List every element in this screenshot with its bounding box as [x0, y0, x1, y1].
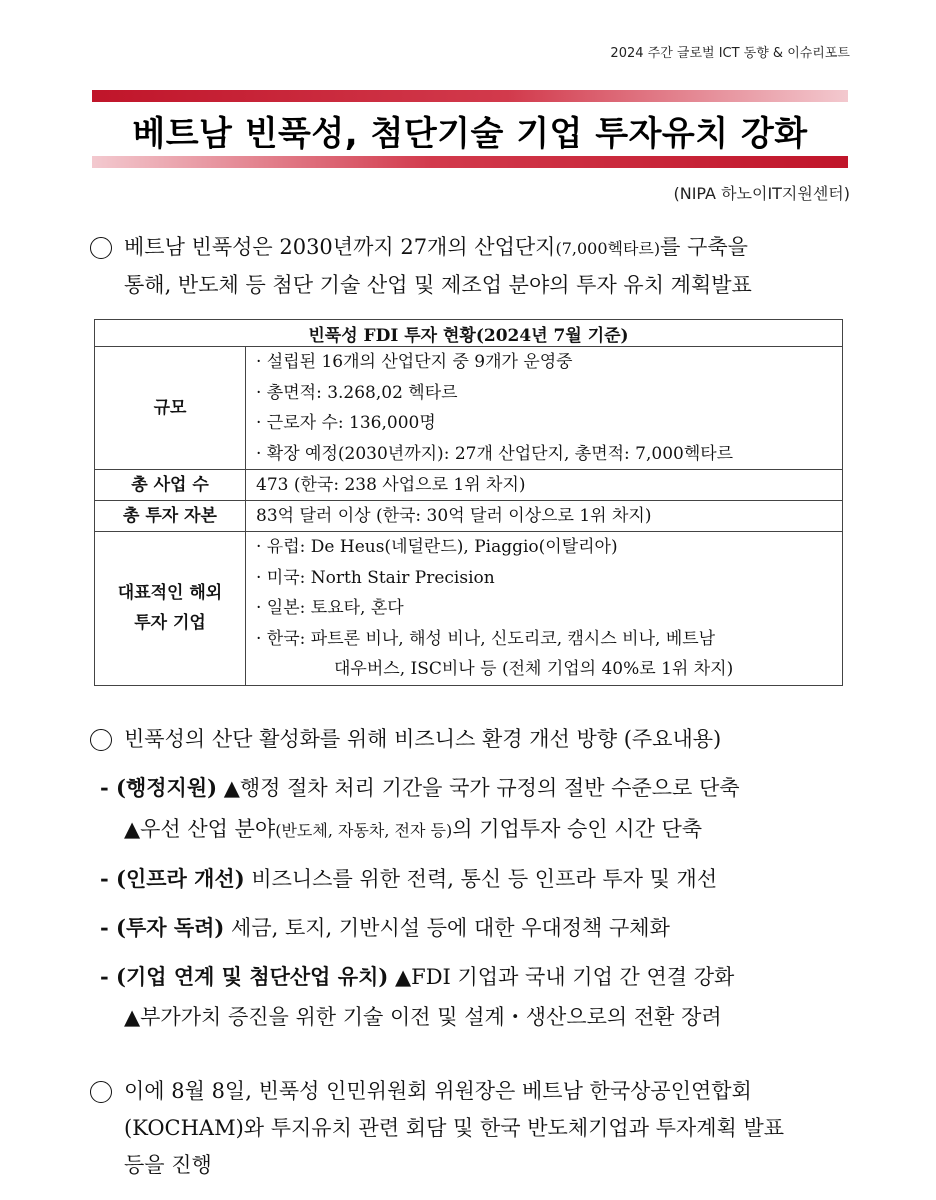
bullet-admin-support-cont: ▲우선 산업 분야(반도체, 자동차, 전자 등)의 기업투자 승인 시간 단축 — [124, 817, 703, 841]
source-note: (NIPA 하노이IT지원센터) — [673, 184, 850, 203]
section3-line-3: 등을 진행 — [124, 1153, 212, 1177]
page-title: 베트남 빈푹성, 첨단기술 기업 투자유치 강화 — [132, 114, 808, 154]
list-item: · 설립된 16개의 산업단지 중 9개가 운영중 — [256, 352, 573, 372]
intro-paragraph — [90, 229, 850, 304]
bullet-investment-incentive: - (투자 독려) 세금, 토지, 기반시설 등에 대한 우대정책 구체화 — [100, 915, 670, 940]
bullet-business-linkage: - (기업 연계 및 첨단산업 유치) ▲FDI 기업과 국내 기업 간 연결 강화 — [100, 964, 735, 989]
section2-heading: 빈푹성의 산단 활성화를 위해 비즈니스 환경 개선 방향 (주요내용) — [90, 721, 850, 758]
title-top-bar — [92, 90, 848, 102]
report-header: 2024 주간 글로벌 ICT 동향 & 이슈리포트 — [610, 46, 850, 61]
list-item: · 미국: North Stair Precision — [256, 567, 495, 588]
table-title: 빈푹성 FDI 투자 현황(2024년 7월 기준) — [95, 320, 843, 347]
capital-label: 총 투자 자본 — [95, 501, 246, 532]
list-item: · 확장 예정(2030년까지): 27개 산업단지, 총면적: 7,000헥타르 — [256, 443, 734, 464]
list-item: · 근로자 수: 136,000명 — [256, 413, 436, 433]
bullet-admin-support: - (행정지원) ▲행정 절차 처리 기간을 국가 규정의 절반 수준으로 단축 — [100, 775, 740, 800]
scale-label: 규모 — [95, 347, 246, 470]
projects-value: 473 (한국: 238 사업으로 1위 차지) — [246, 470, 843, 501]
projects-label: 총 사업 수 — [95, 470, 246, 501]
table-row-investors — [95, 532, 843, 686]
bullet-business-linkage-cont: ▲부가가치 증진을 위한 기술 이전 및 설계・생산으로의 전환 장려 — [124, 1005, 722, 1029]
scale-values — [246, 347, 843, 470]
intro-line-2: 통해, 반도체 등 첨단 기술 산업 및 제조업 분야의 투자 유치 계획발표 — [124, 273, 752, 297]
intro-line-1: 베트남 빈푹성은 2030년까지 27개의 산업단지(7,000헥타르)를 구축을 — [124, 235, 748, 259]
list-item: · 한국: 파트론 비나, 해성 비나, 신도리코, 캠시스 비나, 베트남 — [256, 628, 716, 649]
table-row-scale — [95, 347, 843, 470]
circle-bullet-icon — [90, 729, 112, 751]
list-item: · 일본: 토요타, 혼다 — [256, 598, 404, 618]
section3-paragraph — [90, 1073, 850, 1184]
capital-value: 83억 달러 이상 (한국: 30억 달러 이상으로 1위 차지) — [246, 501, 843, 532]
investors-values — [246, 532, 843, 686]
investors-label: 대표적인 해외 투자 기업 — [95, 532, 246, 686]
bullet-infrastructure: - (인프라 개선) 비즈니스를 위한 전력, 통신 등 인프라 투자 및 개선 — [100, 866, 718, 891]
circle-bullet-icon — [90, 237, 112, 259]
section3-line-2: (KOCHAM)와 투지유치 관련 회담 및 한국 반도체기업과 투자계획 발표 — [124, 1116, 785, 1140]
list-item: · 총면적: 3.268,02 헥타르 — [256, 382, 458, 403]
list-item-continuation: 대우버스, ISC비나 등 (전체 기업의 40%로 1위 차지) — [334, 659, 734, 679]
title-bottom-bar — [92, 156, 848, 168]
fdi-status-table — [94, 319, 843, 686]
table-row-projects — [95, 470, 843, 501]
table-row-capital — [95, 501, 843, 532]
list-item: · 유럽: De Heus(네덜란드), Piaggio(이탈리아) — [256, 537, 618, 557]
circle-bullet-icon — [90, 1081, 112, 1103]
section3-line-1: 이에 8월 8일, 빈푹성 인민위원회 위원장은 베트남 한국상공인연합회 — [124, 1079, 752, 1103]
